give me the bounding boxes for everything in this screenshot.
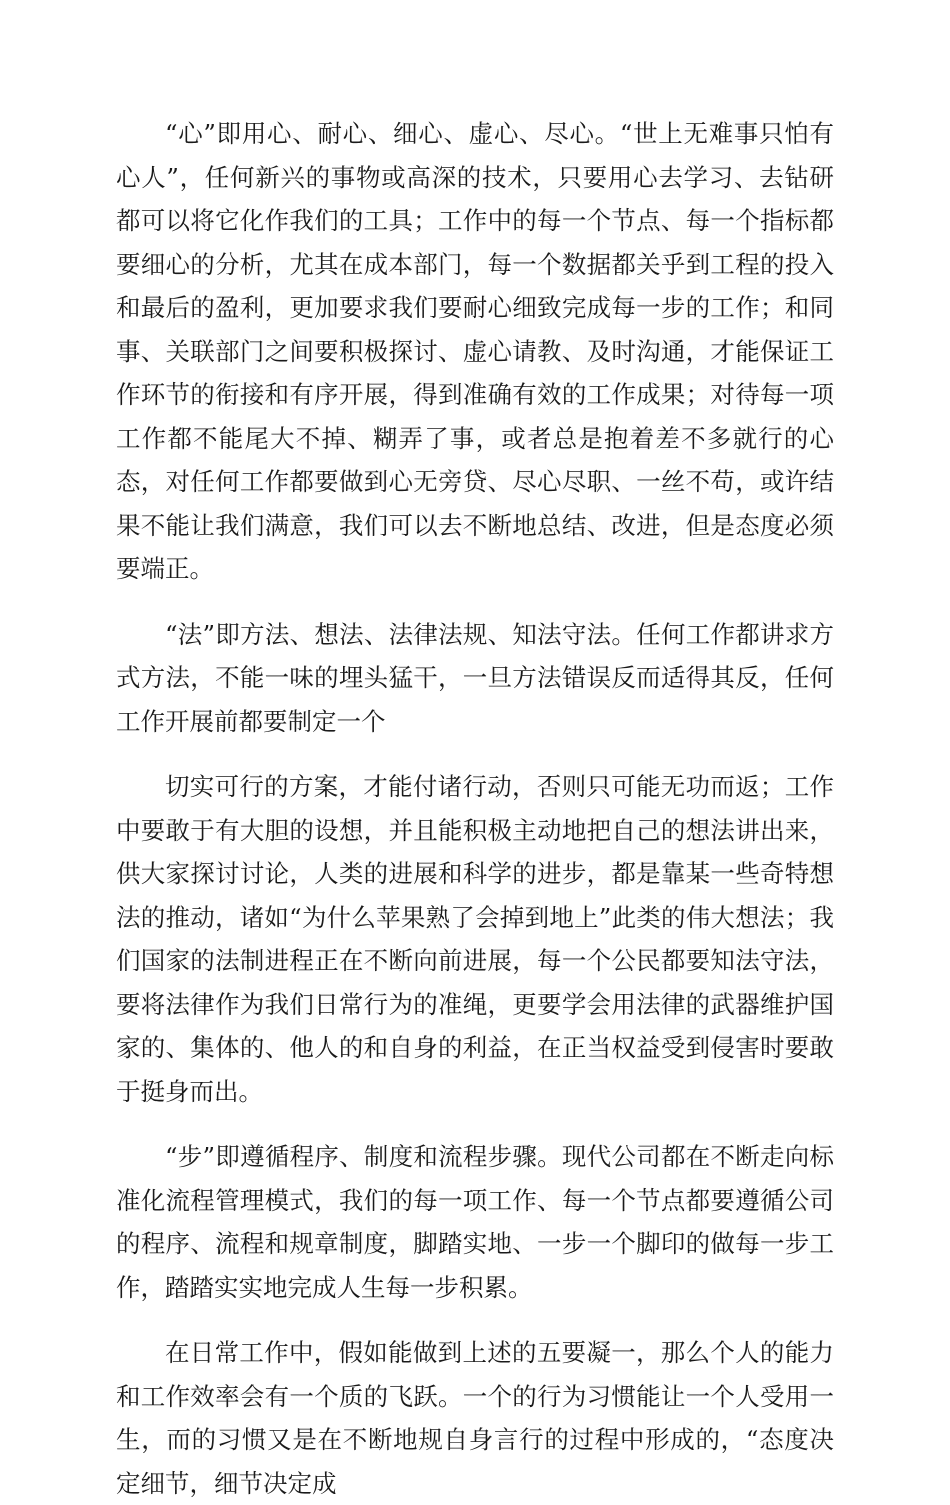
paragraph-summary: 在日常工作中，假如能做到上述的五要凝一，那么个人的能力和工作效率会有一个质的飞跃。一个的行为习惯能让一个人受用一生，而的习惯又是在不断地规自身言行的过程中形成的，“态度决定细节，细节决定成 (116, 1338, 834, 1498)
paragraph-step: “步”即遵循程序、制度和流程步骤。现代公司都在不断走向标准化流程管理模式，我们的每一项工作、每一个节点都要遵循公司的程序、流程和规章制度，脚踏实地、一步一个脚印的做每一步工作，踏踏实实地完成人生每一步积累。 (116, 1142, 834, 1302)
document-body (116, 112, 834, 1505)
paragraph-method: “法”即方法、想法、法律法规、知法守法。任何工作都讲求方式方法，不能一味的埋头猛干，一旦方法错误反而适得其反，任何工作开展前都要制定一个 (116, 619, 834, 736)
paragraph-heart: “心”即用心、耐心、细心、虚心、尽心。“世上无难事只怕有心人”，任何新兴的事物或高深的技术，只要用心去学习、去钻研都可以将它化作我们的工具；工作中的每一个节点、每一个指标都要细心的分析，尤其在成本部门，每一个数据都关乎到工程的投入和最后的盈利，更加要求我们要耐心细致完成每一步的工作；和同事、关联部门之间要积极探讨、虚心请教、及时沟通，才能保证工作环节的衔接和有序开展，得到准确有效的工作成果；对待每一项工作都不能尾大不掉、糊弄了事，或者总是抱着差不多就行的心态，对任何工作都要做到心无旁贷、尽心尽职、一丝不苟，或许结果不能让我们满意，我们可以去不断地总结、改进，但是态度必须要端正。 (116, 119, 834, 583)
paragraph-method-continued: 切实可行的方案，才能付诸行动，否则只可能无功而返；工作中要敢于有大胆的设想，并且能积极主动地把自己的想法讲出来，供大家探讨讨论，人类的进展和科学的进步，都是靠某一些奇特想法的推动，诸如“为什么苹果熟了会掉到地上”此类的伟大想法；我们国家的法制进程正在不断向前进展，每一个公民都要知法守法，要将法律作为我们日常行为的准绳，更要学会用法律的武器维护国家的、集体的、他人的和自身的利益，在正当权益受到侵害时要敢于挺身而出。 (116, 772, 834, 1106)
